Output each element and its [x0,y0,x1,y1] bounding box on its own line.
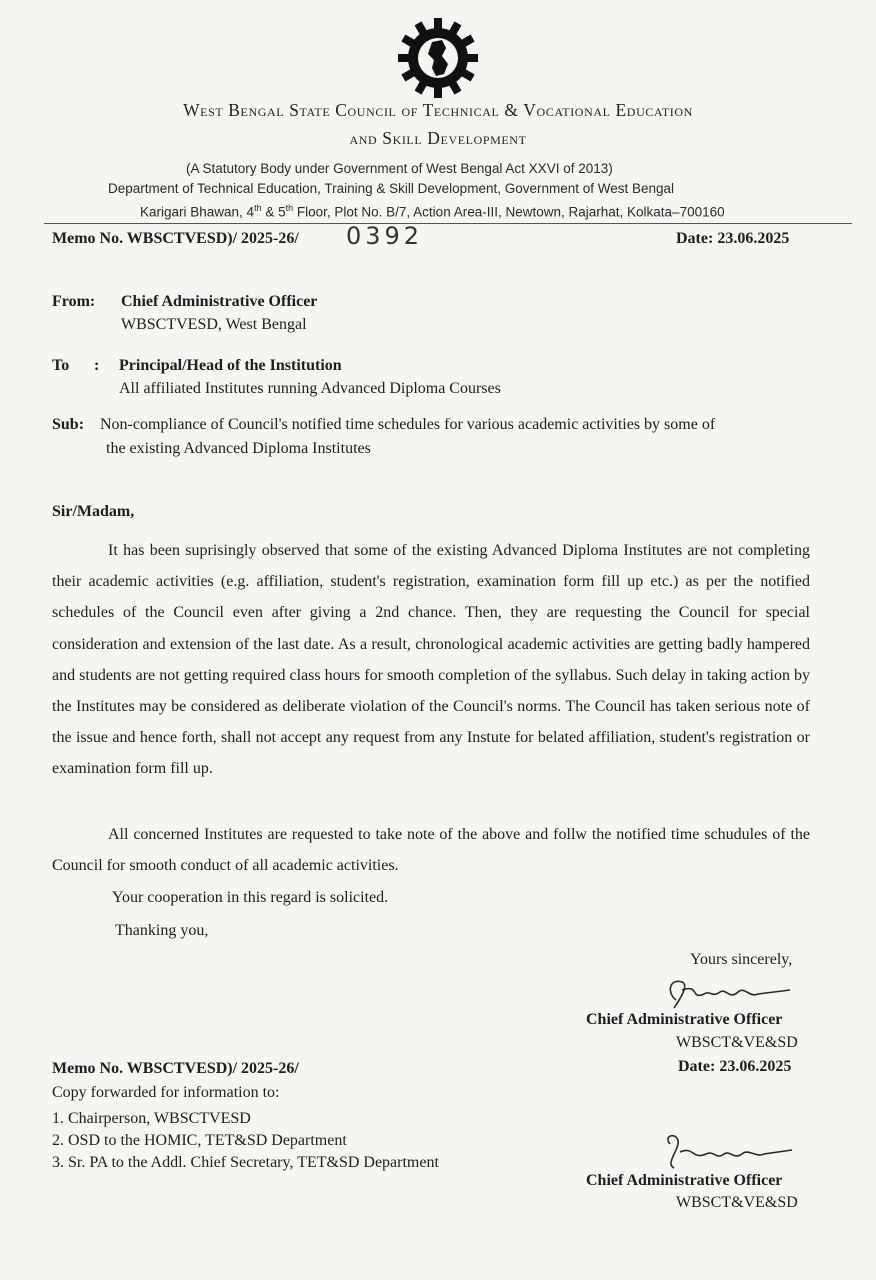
memo-number: Memo No. WBSCTVESD)/ 2025-26/ [52,230,299,247]
to-detail: All affiliated Institutes running Advanced Diploma Courses [119,380,501,397]
copy-recipient: 1. Chairperson, WBSCTVESD [52,1110,251,1127]
copy-recipient: 2. OSD to the HOMIC, TET&SD Department [52,1132,347,1149]
org-name-line1: West Bengal State Council of Technical & Vocational Education [183,100,693,120]
statutory-line: (A Statutory Body under Government of West Bengal Act XXVI of 2013) [186,161,613,176]
body-paragraph-1: It has been suprisingly observed that some of the existing Advanced Diploma Institutes are not completing their academic activities (e.g. affiliation, student's registration, examination form fill up etc.) as per the notified schedules of the Council even after giving a 2nd chance. Then, they are requesting the Council for special consideration and extension of the last date. As a result, chronological academic activities are getting badly hampered and students are not getting required class hours for smooth completion of the syllabus. Such delay in taking action by the Institutes may be considered as deliberate violation of the Council's norms. The Council has taken serious note of the issue and hence forth, shall not accept any request from any Instute for belated affiliation, student's registration or examination form fill up. [52,542,810,778]
body-paragraph-3: Your cooperation in this regard is solicited. [112,889,389,906]
closing: Yours sincerely, [690,951,793,968]
body-paragraph-4: Thanking you, [115,922,209,939]
org-name-line2: and Skill Development [349,128,527,148]
council-emblem-logo [396,16,480,100]
signature-2-title: Chief Administrative Officer [586,1172,783,1189]
subject-line2: the existing Advanced Diploma Institutes [106,440,371,457]
header-divider [44,223,852,224]
body-paragraph-2: All concerned Institutes are requested to take note of the above and follw the notified time schudules of the Council for smooth conduct of all academic activities. [52,826,810,875]
from-org: WBSCTVESD, West Bengal [121,316,307,333]
memo-number-handwritten: 0392 [346,222,424,250]
signature-1-title: Chief Administrative Officer [586,1011,783,1028]
signature-1-date: Date: 23.06.2025 [678,1058,792,1075]
subject-line1: Non-compliance of Council's notified time schedules for various academic activities by some of [100,416,716,433]
to-title: Principal/Head of the Institution [119,357,342,374]
signature-1-org: WBSCT&VE&SD [676,1034,798,1051]
copy-memo-number: Memo No. WBSCTVESD)/ 2025-26/ [52,1060,299,1077]
from-title: Chief Administrative Officer [121,293,318,310]
copy-recipient-list [52,1108,439,1174]
to-label: To [52,357,70,374]
copy-recipient: 3. Sr. PA to the Addl. Chief Secretary, TET&SD Department [52,1154,439,1171]
signature-2-org: WBSCT&VE&SD [676,1194,798,1211]
address-line: Karigari Bhawan, 4th & 5th Floor, Plot No. B/7, Action Area-III, Newtown, Rajarhat, Kolkata–700160 [140,203,725,220]
to-colon: : [94,357,100,374]
copy-intro: Copy forwarded for information to: [52,1084,280,1101]
from-label: From: [52,293,96,310]
signature-2-image [660,1130,800,1174]
subject-label: Sub: [52,416,85,433]
salutation: Sir/Madam, [52,503,135,520]
department-line: Department of Technical Education, Training & Skill Development, Government of West Bengal [108,181,675,196]
memo-date: Date: 23.06.2025 [676,230,790,247]
signature-1-image [660,972,800,1016]
